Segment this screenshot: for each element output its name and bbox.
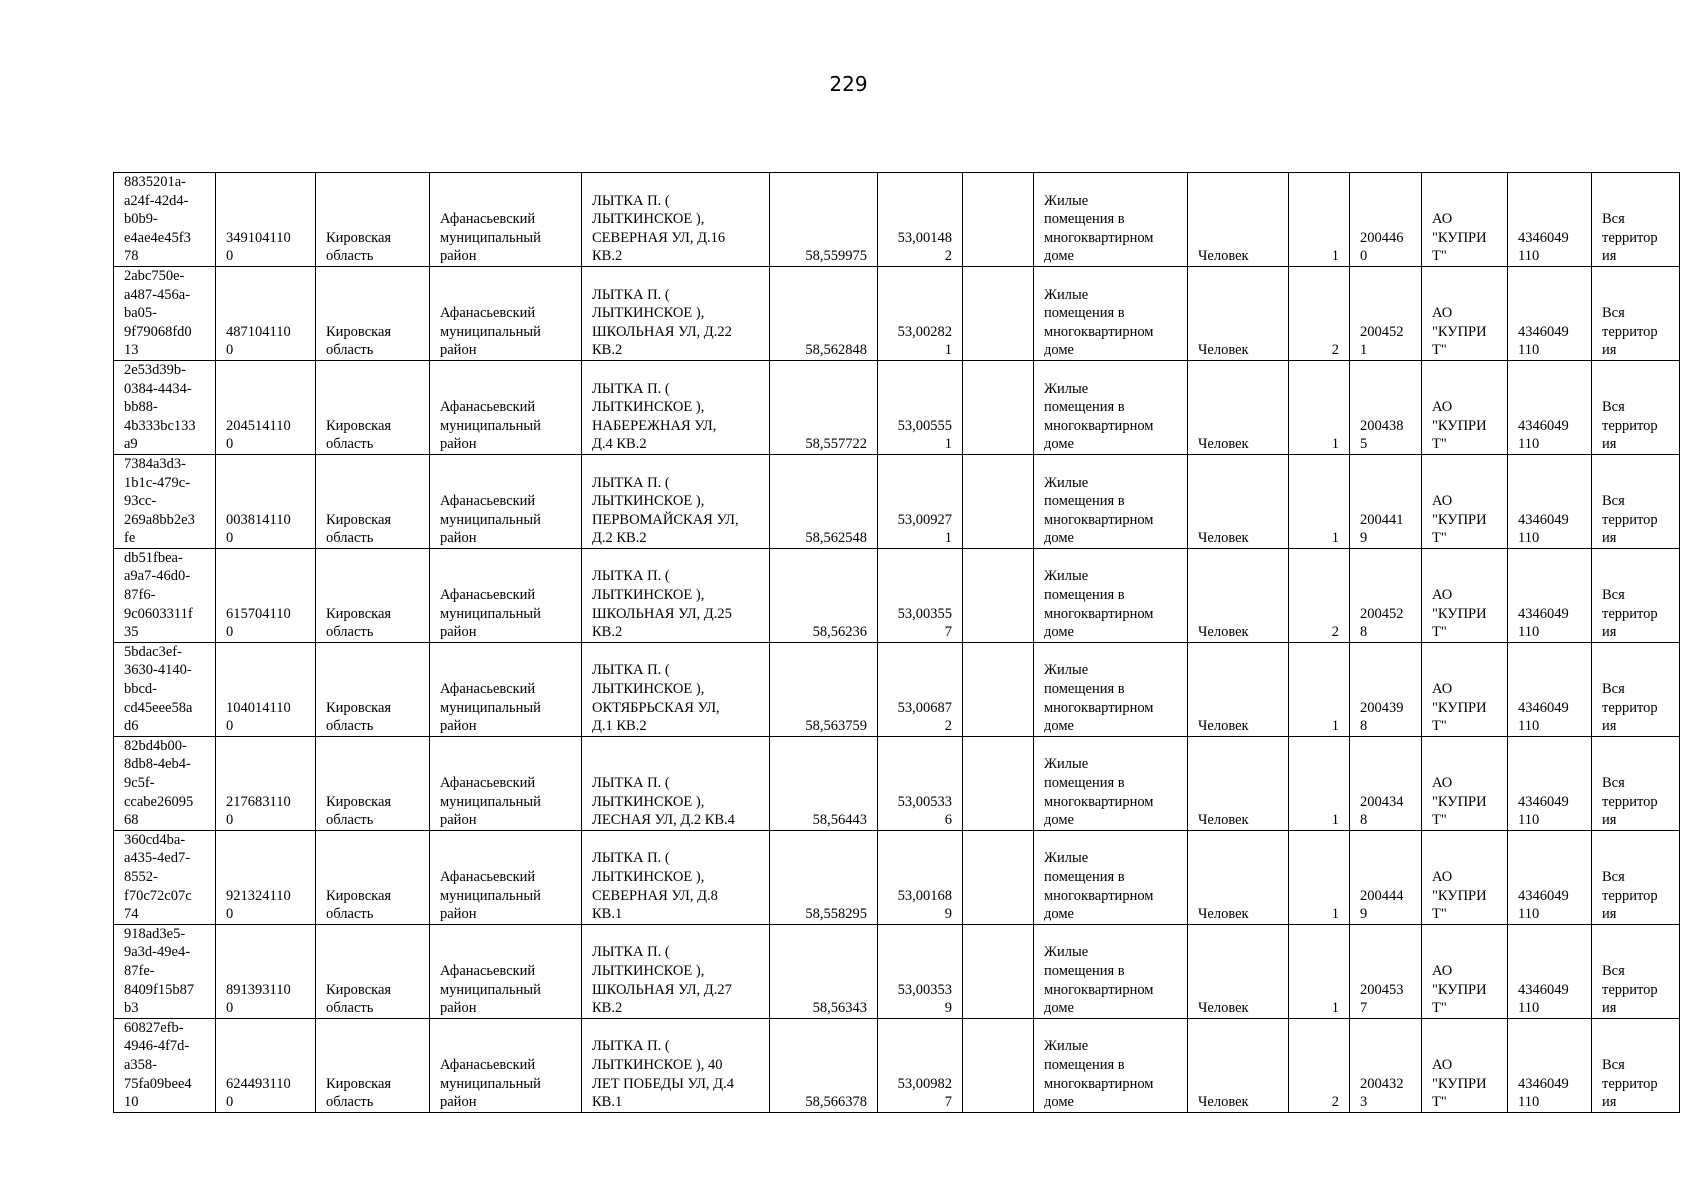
cell-region: Кировская область xyxy=(316,454,430,548)
cell-area: Вся территор ия xyxy=(1592,924,1680,1018)
cell-empty xyxy=(963,924,1034,1018)
cell-id: 82bd4b00- 8db8-4eb4- 9c5f- ccabe26095 68 xyxy=(114,736,216,830)
cell-area: Вся территор ия xyxy=(1592,736,1680,830)
cell-district: Афанасьевский муниципальный район xyxy=(430,736,582,830)
cell-count: 2 xyxy=(1289,1018,1350,1112)
cell-empty xyxy=(963,1018,1034,1112)
cell-object-type: Жилые помещения в многоквартирном доме xyxy=(1034,830,1188,924)
cell-latitude: 58,557722 xyxy=(770,360,878,454)
cell-id: 8835201a- a24f-42d4- b0b9- e4ae4e45f3 78 xyxy=(114,173,216,267)
cell-empty xyxy=(963,173,1034,267)
cell-empty xyxy=(963,360,1034,454)
cell-code-secondary: 200452 8 xyxy=(1350,548,1422,642)
cell-organization: АО "КУПРИ Т" xyxy=(1422,1018,1508,1112)
cell-organization: АО "КУПРИ Т" xyxy=(1422,454,1508,548)
cell-district: Афанасьевский муниципальный район xyxy=(430,454,582,548)
cell-code-secondary: 200453 7 xyxy=(1350,924,1422,1018)
page-number: 229 xyxy=(829,72,868,96)
cell-longitude: 53,00533 6 xyxy=(878,736,963,830)
table-row xyxy=(114,548,1680,642)
cell-object-type: Жилые помещения в многоквартирном доме xyxy=(1034,360,1188,454)
cell-region: Кировская область xyxy=(316,924,430,1018)
cell-longitude: 53,00982 7 xyxy=(878,1018,963,1112)
cell-area: Вся территор ия xyxy=(1592,1018,1680,1112)
cell-inn: 4346049 110 xyxy=(1508,548,1592,642)
cell-code-secondary: 200438 5 xyxy=(1350,360,1422,454)
cell-code-secondary: 200452 1 xyxy=(1350,266,1422,360)
cell-address: ЛЫТКА П. ( ЛЫТКИНСКОЕ ), СЕВЕРНАЯ УЛ, Д.8 КВ.1 xyxy=(582,830,770,924)
cell-latitude: 58,559975 xyxy=(770,173,878,267)
cell-code-secondary: 200446 0 xyxy=(1350,173,1422,267)
cell-district: Афанасьевский муниципальный район xyxy=(430,360,582,454)
table-row xyxy=(114,266,1680,360)
cell-id: 918ad3e5- 9a3d-49e4- 87fe- 8409f15b87 b3 xyxy=(114,924,216,1018)
cell-empty xyxy=(963,642,1034,736)
cell-code: 624493110 0 xyxy=(216,1018,316,1112)
cell-organization: АО "КУПРИ Т" xyxy=(1422,830,1508,924)
cell-organization: АО "КУПРИ Т" xyxy=(1422,924,1508,1018)
cell-inn: 4346049 110 xyxy=(1508,642,1592,736)
cell-empty xyxy=(963,830,1034,924)
cell-longitude: 53,00927 1 xyxy=(878,454,963,548)
cell-code: 204514110 0 xyxy=(216,360,316,454)
cell-area: Вся территор ия xyxy=(1592,266,1680,360)
cell-code-secondary: 200444 9 xyxy=(1350,830,1422,924)
cell-district: Афанасьевский муниципальный район xyxy=(430,924,582,1018)
cell-address: ЛЫТКА П. ( ЛЫТКИНСКОЕ ), ШКОЛЬНАЯ УЛ, Д.25 КВ.2 xyxy=(582,548,770,642)
cell-latitude: 58,566378 xyxy=(770,1018,878,1112)
registry-table-body xyxy=(114,173,1680,1113)
cell-count: 2 xyxy=(1289,548,1350,642)
cell-longitude: 53,00168 9 xyxy=(878,830,963,924)
cell-address: ЛЫТКА П. ( ЛЫТКИНСКОЕ ), СЕВЕРНАЯ УЛ, Д.16 КВ.2 xyxy=(582,173,770,267)
cell-id: 2abc750e- a487-456a- ba05- 9f79068fd0 13 xyxy=(114,266,216,360)
cell-longitude: 53,00148 2 xyxy=(878,173,963,267)
cell-id: 360cd4ba- a435-4ed7- 8552- f70c72c07c 74 xyxy=(114,830,216,924)
cell-organization: АО "КУПРИ Т" xyxy=(1422,266,1508,360)
cell-inn: 4346049 110 xyxy=(1508,454,1592,548)
cell-id: 5bdac3ef- 3630-4140- bbcd- cd45eee58a d6 xyxy=(114,642,216,736)
cell-organization: АО "КУПРИ Т" xyxy=(1422,642,1508,736)
cell-code-secondary: 200432 3 xyxy=(1350,1018,1422,1112)
cell-longitude: 53,00282 1 xyxy=(878,266,963,360)
cell-district: Афанасьевский муниципальный район xyxy=(430,173,582,267)
cell-latitude: 58,56443 xyxy=(770,736,878,830)
cell-address: ЛЫТКА П. ( ЛЫТКИНСКОЕ ), ШКОЛЬНАЯ УЛ, Д.22 КВ.2 xyxy=(582,266,770,360)
cell-count: 1 xyxy=(1289,642,1350,736)
cell-code: 003814110 0 xyxy=(216,454,316,548)
registry-table xyxy=(113,172,1680,1113)
cell-unit: Человек xyxy=(1188,924,1289,1018)
cell-region: Кировская область xyxy=(316,736,430,830)
cell-code-secondary: 200441 9 xyxy=(1350,454,1422,548)
cell-district: Афанасьевский муниципальный район xyxy=(430,1018,582,1112)
cell-area: Вся территор ия xyxy=(1592,360,1680,454)
cell-object-type: Жилые помещения в многоквартирном доме xyxy=(1034,642,1188,736)
cell-code-secondary: 200439 8 xyxy=(1350,642,1422,736)
cell-organization: АО "КУПРИ Т" xyxy=(1422,548,1508,642)
cell-unit: Человек xyxy=(1188,642,1289,736)
cell-organization: АО "КУПРИ Т" xyxy=(1422,360,1508,454)
cell-code: 217683110 0 xyxy=(216,736,316,830)
cell-unit: Человек xyxy=(1188,548,1289,642)
cell-object-type: Жилые помещения в многоквартирном доме xyxy=(1034,1018,1188,1112)
cell-region: Кировская область xyxy=(316,830,430,924)
cell-latitude: 58,558295 xyxy=(770,830,878,924)
cell-id: 7384a3d3- 1b1c-479c- 93cc- 269a8bb2e3 fe xyxy=(114,454,216,548)
cell-latitude: 58,562548 xyxy=(770,454,878,548)
cell-unit: Человек xyxy=(1188,830,1289,924)
cell-address: ЛЫТКА П. ( ЛЫТКИНСКОЕ ), ОКТЯБРЬСКАЯ УЛ, Д.1 КВ.2 xyxy=(582,642,770,736)
cell-address: ЛЫТКА П. ( ЛЫТКИНСКОЕ ), ПЕРВОМАЙСКАЯ УЛ, Д.2 КВ.2 xyxy=(582,454,770,548)
table-row xyxy=(114,173,1680,267)
cell-unit: Человек xyxy=(1188,454,1289,548)
cell-object-type: Жилые помещения в многоквартирном доме xyxy=(1034,173,1188,267)
cell-unit: Человек xyxy=(1188,1018,1289,1112)
cell-address: ЛЫТКА П. ( ЛЫТКИНСКОЕ ), ШКОЛЬНАЯ УЛ, Д.27 КВ.2 xyxy=(582,924,770,1018)
cell-unit: Человек xyxy=(1188,736,1289,830)
cell-latitude: 58,563759 xyxy=(770,642,878,736)
cell-count: 1 xyxy=(1289,454,1350,548)
cell-code: 615704110 0 xyxy=(216,548,316,642)
cell-empty xyxy=(963,736,1034,830)
cell-region: Кировская область xyxy=(316,548,430,642)
table-row xyxy=(114,454,1680,548)
cell-latitude: 58,562848 xyxy=(770,266,878,360)
cell-empty xyxy=(963,266,1034,360)
table-row xyxy=(114,830,1680,924)
cell-count: 1 xyxy=(1289,173,1350,267)
cell-code: 104014110 0 xyxy=(216,642,316,736)
cell-organization: АО "КУПРИ Т" xyxy=(1422,736,1508,830)
cell-unit: Человек xyxy=(1188,266,1289,360)
cell-unit: Человек xyxy=(1188,360,1289,454)
cell-count: 1 xyxy=(1289,736,1350,830)
cell-code: 921324110 0 xyxy=(216,830,316,924)
cell-region: Кировская область xyxy=(316,1018,430,1112)
table-row xyxy=(114,642,1680,736)
cell-empty xyxy=(963,548,1034,642)
cell-inn: 4346049 110 xyxy=(1508,360,1592,454)
table-row xyxy=(114,736,1680,830)
cell-code: 891393110 0 xyxy=(216,924,316,1018)
cell-district: Афанасьевский муниципальный район xyxy=(430,830,582,924)
cell-longitude: 53,00687 2 xyxy=(878,642,963,736)
cell-unit: Человек xyxy=(1188,173,1289,267)
cell-count: 1 xyxy=(1289,924,1350,1018)
table-row xyxy=(114,924,1680,1018)
cell-id: db51fbea- a9a7-46d0- 87f6- 9c0603311f 35 xyxy=(114,548,216,642)
cell-area: Вся территор ия xyxy=(1592,173,1680,267)
cell-inn: 4346049 110 xyxy=(1508,1018,1592,1112)
cell-inn: 4346049 110 xyxy=(1508,173,1592,267)
cell-inn: 4346049 110 xyxy=(1508,736,1592,830)
cell-region: Кировская область xyxy=(316,173,430,267)
cell-id: 2e53d39b- 0384-4434- bb88- 4b333bc133 a9 xyxy=(114,360,216,454)
cell-object-type: Жилые помещения в многоквартирном доме xyxy=(1034,924,1188,1018)
cell-region: Кировская область xyxy=(316,642,430,736)
cell-longitude: 53,00355 7 xyxy=(878,548,963,642)
cell-empty xyxy=(963,454,1034,548)
cell-address: ЛЫТКА П. ( ЛЫТКИНСКОЕ ), 40 ЛЕТ ПОБЕДЫ УЛ, Д.4 КВ.1 xyxy=(582,1018,770,1112)
cell-code-secondary: 200434 8 xyxy=(1350,736,1422,830)
cell-code: 349104110 0 xyxy=(216,173,316,267)
cell-area: Вся территор ия xyxy=(1592,548,1680,642)
cell-inn: 4346049 110 xyxy=(1508,924,1592,1018)
cell-district: Афанасьевский муниципальный район xyxy=(430,642,582,736)
cell-organization: АО "КУПРИ Т" xyxy=(1422,173,1508,267)
cell-count: 2 xyxy=(1289,266,1350,360)
cell-area: Вся территор ия xyxy=(1592,454,1680,548)
cell-area: Вся территор ия xyxy=(1592,830,1680,924)
cell-area: Вся территор ия xyxy=(1592,642,1680,736)
cell-region: Кировская область xyxy=(316,360,430,454)
cell-address: ЛЫТКА П. ( ЛЫТКИНСКОЕ ), ЛЕСНАЯ УЛ, Д.2 КВ.4 xyxy=(582,736,770,830)
cell-count: 1 xyxy=(1289,360,1350,454)
cell-object-type: Жилые помещения в многоквартирном доме xyxy=(1034,454,1188,548)
cell-object-type: Жилые помещения в многоквартирном доме xyxy=(1034,736,1188,830)
cell-code: 487104110 0 xyxy=(216,266,316,360)
table-row xyxy=(114,360,1680,454)
cell-region: Кировская область xyxy=(316,266,430,360)
table-row xyxy=(114,1018,1680,1112)
cell-longitude: 53,00353 9 xyxy=(878,924,963,1018)
cell-count: 1 xyxy=(1289,830,1350,924)
cell-object-type: Жилые помещения в многоквартирном доме xyxy=(1034,266,1188,360)
cell-object-type: Жилые помещения в многоквартирном доме xyxy=(1034,548,1188,642)
cell-address: ЛЫТКА П. ( ЛЫТКИНСКОЕ ), НАБЕРЕЖНАЯ УЛ, Д.4 КВ.2 xyxy=(582,360,770,454)
cell-longitude: 53,00555 1 xyxy=(878,360,963,454)
cell-inn: 4346049 110 xyxy=(1508,830,1592,924)
cell-inn: 4346049 110 xyxy=(1508,266,1592,360)
cell-district: Афанасьевский муниципальный район xyxy=(430,548,582,642)
cell-district: Афанасьевский муниципальный район xyxy=(430,266,582,360)
cell-id: 60827efb- 4946-4f7d- a358- 75fa09bee4 10 xyxy=(114,1018,216,1112)
cell-latitude: 58,56236 xyxy=(770,548,878,642)
cell-latitude: 58,56343 xyxy=(770,924,878,1018)
